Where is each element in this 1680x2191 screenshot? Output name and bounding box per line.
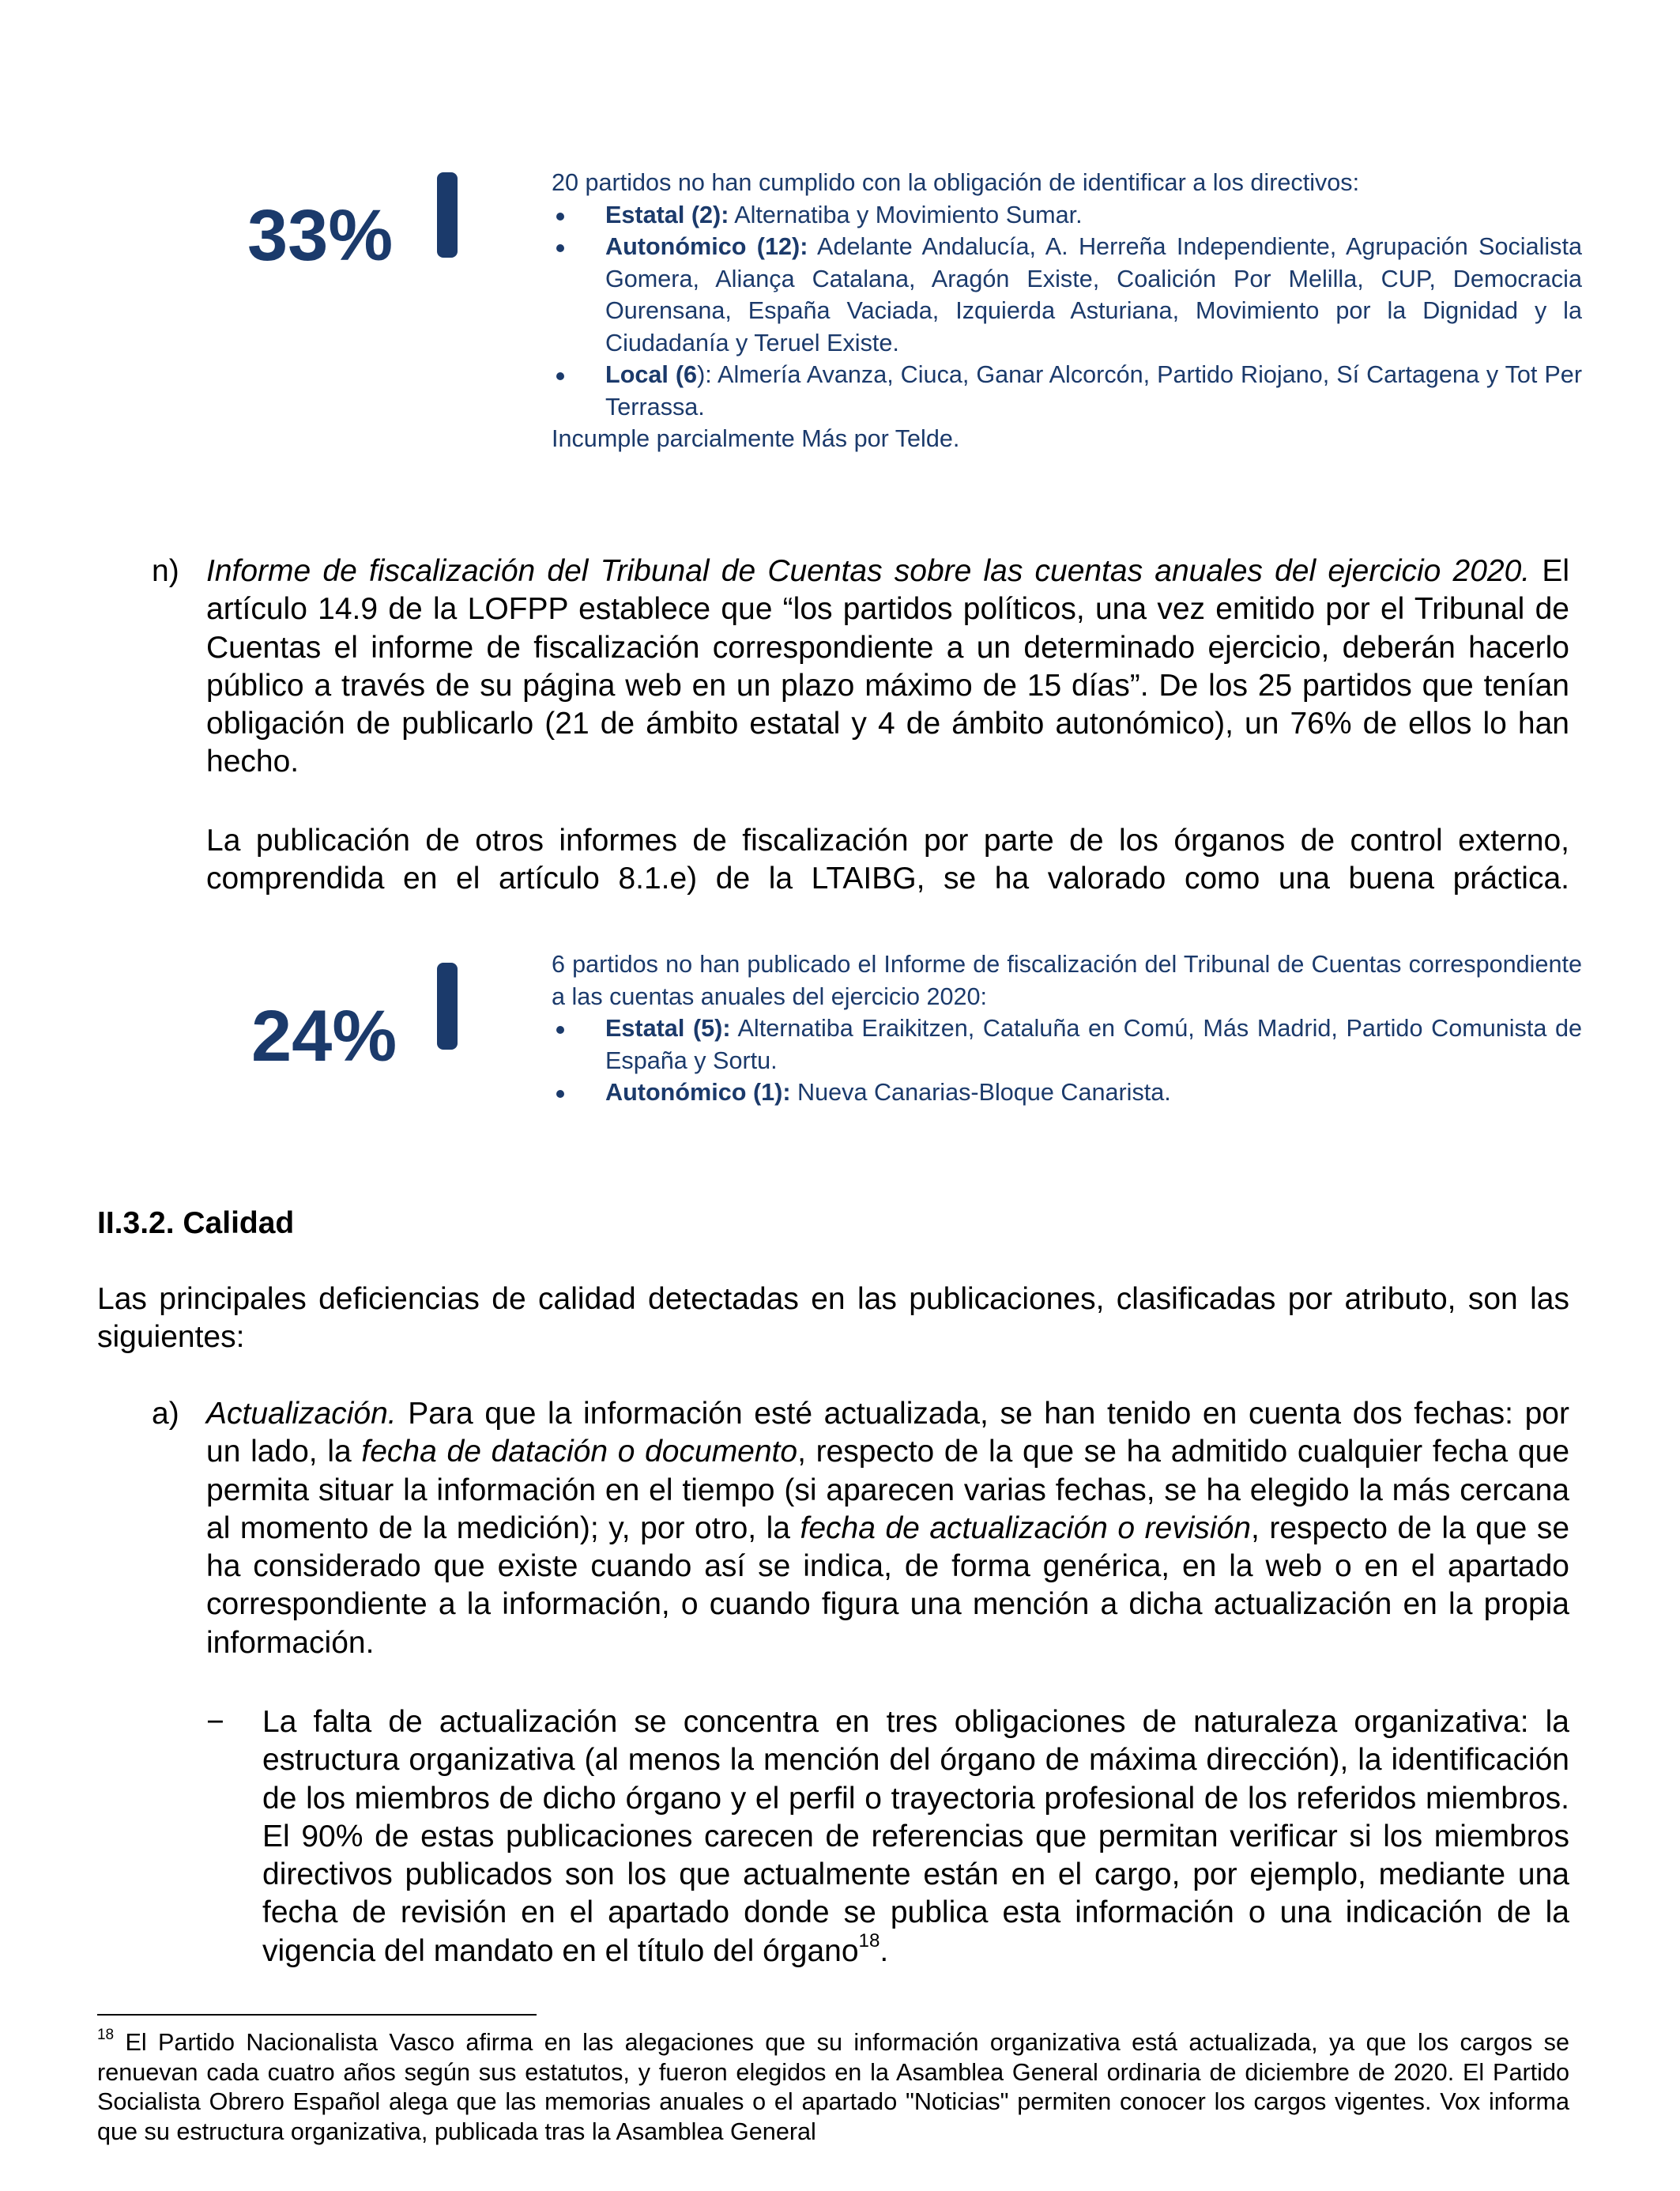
list-item-label: Local (6 [605,361,698,388]
list-item-text: Nueva Canarias-Bloque Canarista. [790,1079,1171,1106]
list-marker: n) [152,554,179,588]
footnote-number: 18 [97,2026,115,2043]
callout-footer: Incumple parcialmente Más por Telde. [552,425,960,452]
list-item [552,199,1582,232]
dash-item-body [262,1703,1569,1970]
list-item-label: Autonómico (12): [605,233,808,260]
list-item-text: ): Almería Avanza, Ciuca, Ganar Alcorcón, Partido Riojano, Sí Cartagena y Tot Per Terrassa. [605,361,1583,420]
section-title: Informe de fiscalización del Tribunal de Cuentas sobre las cuentas anuales del ejercicio 2020. [206,554,1531,588]
callout-percentage: 33% [247,195,394,276]
footnote [97,2028,1569,2147]
section-n-body [206,552,1569,782]
callout-box [552,948,1582,1109]
callout-list [552,199,1582,424]
callout-box [552,167,1582,455]
callout-percentage: 24% [251,996,397,1077]
item-a-body [206,1395,1569,1662]
callout-list [552,1013,1582,1109]
section-n-para2 [206,822,1569,937]
dash-marker: − [206,1705,224,1739]
footnote-ref[interactable]: 18 [858,1929,880,1952]
paragraph: Las principales deficiencias de calidad detectadas en las publicaciones, clasificadas por atributo, son las siguientes: [97,1282,1569,1355]
footnote-separator [97,2014,537,2016]
footnote-text: $^{18}$ El Partido Nacionalista Vasco afirma en las alegaciones que su información organizativa está actualizada, ya que los cargos se renuevan cada cuatro años según sus estatutos, y fueron elegidos en la Asamblea General ordinaria de diciembre de 2020. El Partido Socialista Obrero Español alega que las memorias anuales o el apartado "Noticias" permiten conocer los cargos vigentes. Vox informa que su estructura organizativa, publicada tras la Asamblea General [97,2026,1569,2145]
list-item [552,1077,1582,1109]
callout-intro: 6 partidos no han publicado el Informe de fiscalización del Tribunal de Cuentas correspondiente a las cuentas anuales del ejercicio 2020: [552,951,1582,1010]
section-intro [97,1280,1569,1357]
list-item-label: Estatal (2): [605,201,729,228]
list-item-text: Adelante Andalucía, A. Herreña Independiente, Agrupación Socialista Gomera, Aliança Catalana, Aragón Existe, Coalición Por Melilla, CUP, Democracia Ourensana, España Vaciada, Izquierda Asturiana, Movimiento por la Dignidad y la Ciudadanía y Teruel Existe. [605,233,1582,356]
list-item-label: Estatal (5): [605,1015,731,1042]
paragraph: La falta de actualización se concentra en tres obligaciones de naturaleza organizativa: la estructura organizativa (al menos la mención del órgano de máxima dirección), la identificación de los miembros de dicho órgano y el perfil o trayectoria profesional de los referidos miembros. El 90% de estas publicaciones carecen de referencias que permitan verificar si los miembros directivos publicados son los que actualmente están en el cargo, por ejemplo, mediante una fecha de revisión en el apartado donde se publica esta información o una indicación de la vigencia del mandato en el título del órgano$^{18}$. [262,1705,1569,1968]
callout-intro: 20 partidos no han cumplido con la obligación de identificar a los directivos: [552,169,1360,196]
list-item-text: Alternatiba y Movimiento Sumar. [729,201,1083,228]
paragraph: Actualización. Para que la información esté actualizada, se han tenido en cuenta dos fechas: por un lado, la fecha de datación o documento, respecto de la que se ha admitido cualquier fecha que permita situar la información en el tiempo (si aparecen varias fechas, se ha elegido la más cercana al momento de la medición); y, por otro, la fecha de actualización o revisión, respecto de la que se ha considerado que existe cuando así se indica, de forma genérica, en la web o en el apartado correspondiente a la información, o cuando figura una mención a dicha actualización en la propia información. [206,1397,1570,1660]
list-item-text: Alternatiba Eraikitzen, Cataluña en Comú, Más Madrid, Partido Comunista de España y Sortu. [605,1015,1583,1074]
item-title: Actualización. [206,1397,397,1431]
callout-bar [437,172,458,258]
list-item [552,1013,1582,1077]
paragraph [206,552,1569,782]
callout-bar [437,963,458,1050]
paragraph-text: El artículo 14.9 de la LOFPP establece que “los partidos políticos, una vez emitido por el Tribunal de Cuentas el informe de fiscalización correspondiente a un determinado ejercicio, deberán hacerlo público a través de su página web en un plazo máximo de 15 días”. De los 25 partidos que tenían obligación de publicarlo (21 de ámbito estatal y 4 de ámbito autonómico), un 76% de ellos lo han hecho. [206,554,1569,779]
section-heading: II.3.2. Calidad [97,1206,295,1240]
list-marker: a) [152,1397,179,1431]
paragraph: La publicación de otros informes de fiscalización por parte de los órganos de control externo, comprendida en el artículo 8.1.e) de la LTAIBG, se ha valorado como una buena práctica. [206,824,1569,896]
list-item [552,231,1582,359]
list-item [552,359,1582,423]
list-item-label: Autonómico (1): [605,1079,791,1106]
